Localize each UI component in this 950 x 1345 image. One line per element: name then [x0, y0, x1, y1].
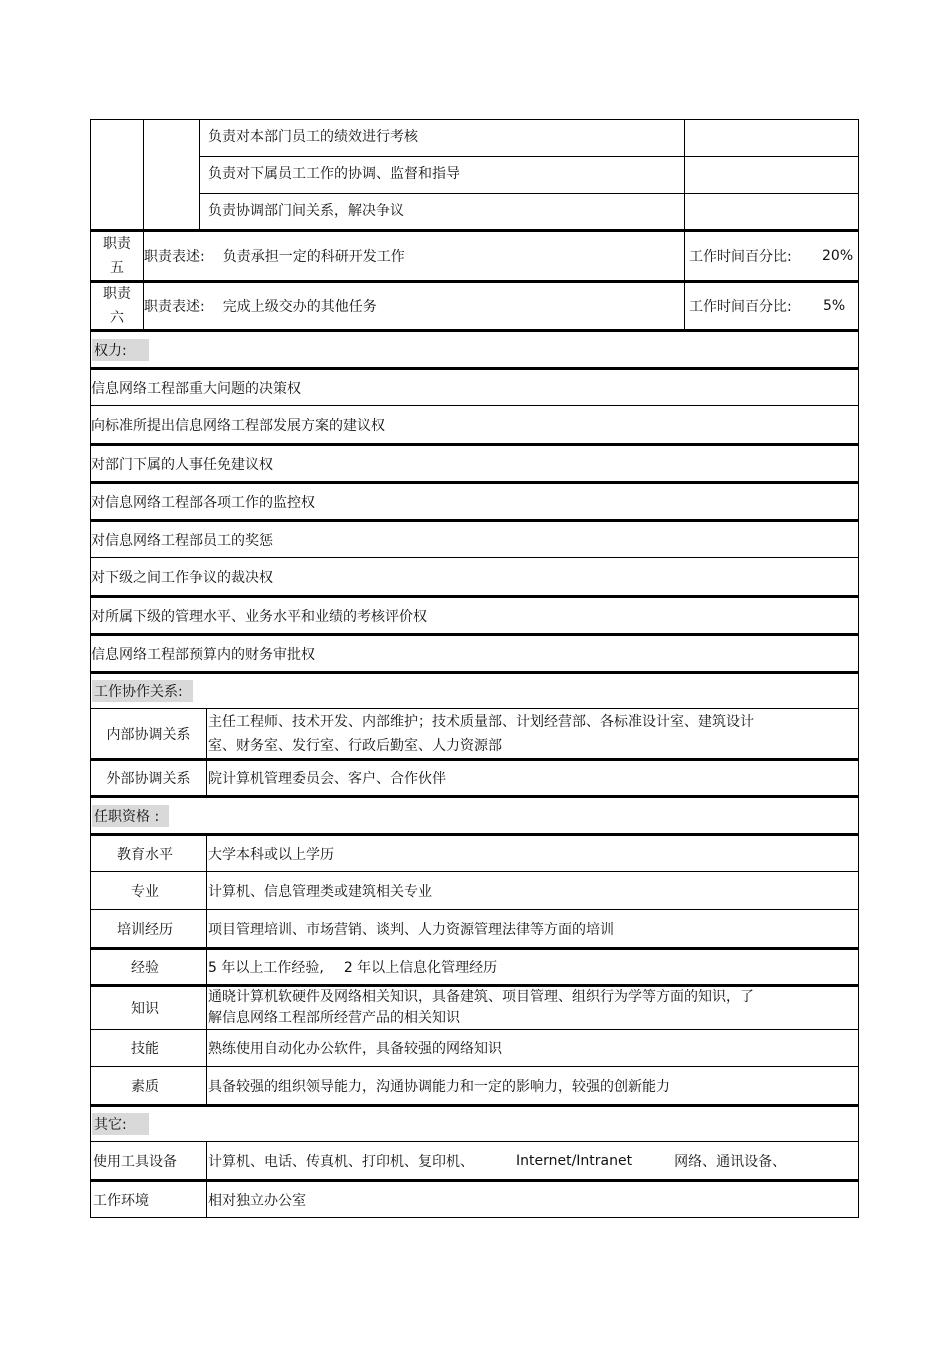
authority-item: 信息网络工程部预算内的财务审批权 [90, 634, 859, 672]
authority-header [90, 330, 859, 368]
duty-row-6 [90, 281, 859, 330]
section-title: 权力: [92, 339, 149, 361]
cooperation-header [90, 672, 859, 709]
qualification-value: 项目管理培训、市场营销、谈判、人力资源管理法律等方面的培训 [208, 921, 614, 938]
duty-pct-label: 工作时间百分比: [689, 299, 792, 315]
duty-label: 职责 六 [103, 286, 131, 326]
external-coordination-row [90, 759, 859, 796]
environment-value: 相对独立办公室 [208, 1192, 306, 1209]
external-value: 院计算机管理委员会、客户、合作伙伴 [208, 771, 446, 787]
duty-item: 负责协调部门间关系，解决争议 [208, 203, 404, 219]
qualifications-header [90, 796, 859, 834]
qualification-row [90, 1067, 859, 1105]
internal-label: 内部协调关系 [106, 726, 191, 743]
section-title: 工作协作关系: [92, 680, 193, 702]
qualification-row [90, 948, 859, 985]
qualification-row [90, 834, 859, 872]
internal-value: 主任工程师、技术开发、内部维护；技术质量部、计划经营部、各标准设计室、建筑设计 室、财务室、发行室、行政后勤室、人力资源部 [208, 713, 754, 754]
section-title: 其它: [92, 1113, 149, 1135]
section-title: 任职资格 : [92, 805, 169, 827]
tools-label: 使用工具设备 [93, 1153, 177, 1170]
duty-item: 负责对本部门员工的绩效进行考核 [208, 128, 418, 145]
authority-item: 对信息网络工程部员工的奖惩 [90, 520, 859, 558]
qualification-value: 具备较强的组织领导能力，沟通协调能力和一定的影响力，较强的创新能力 [208, 1078, 670, 1095]
environment-row [90, 1180, 859, 1218]
duty-item: 负责对下属员工工作的协调、监督和指导 [208, 166, 460, 182]
duty-pct: 20% [822, 248, 854, 264]
qualification-row [90, 872, 859, 910]
authority-item: 对信息网络工程部各项工作的监控权 [90, 482, 859, 520]
qualification-value: 大学本科或以上学历 [208, 846, 334, 863]
qualification-label: 技能 [131, 1041, 159, 1057]
authority-item: 对下级之间工作争议的裁决权 [90, 558, 859, 596]
qualification-value: 5 年以上工作经验, 2 年以上信息化管理经历 [208, 960, 498, 976]
other-header [90, 1105, 859, 1142]
qualification-row [90, 910, 859, 948]
qualification-value: 计算机、信息管理类或建筑相关专业 [208, 883, 432, 900]
duty-desc: 职责表述: 负责承担一定的科研开发工作 [144, 249, 405, 265]
authority-item: 对所属下级的管理水平、业务水平和业绩的考核评价权 [90, 596, 859, 634]
qualification-label: 经验 [131, 960, 159, 976]
duty-pct: 5% [823, 298, 846, 314]
job-description-table [90, 119, 859, 1218]
qualification-label: 培训经历 [117, 921, 173, 938]
qualification-row [90, 985, 859, 1030]
tools-row [90, 1142, 859, 1180]
duty-label: 职责 五 [103, 236, 131, 276]
qualification-value: 通晓计算机软硬件及网络相关知识，具备建筑、项目管理、组织行为学等方面的知识，了 解信息网络工程部所经营产品的相关知识 [208, 989, 754, 1026]
qualification-label: 专业 [131, 883, 159, 900]
duty-continuation-block [90, 119, 859, 230]
duty-desc: 职责表述: 完成上级交办的其他任务 [144, 299, 377, 315]
authority-item: 信息网络工程部重大问题的决策权 [90, 368, 859, 406]
tools-value: 计算机、电话、传真机、打印机、复印机、 Internet/Intranet 网络、通讯设备、 [208, 1152, 787, 1170]
internal-coordination-row [90, 709, 859, 759]
authority-item: 向标准所提出信息网络工程部发展方案的建议权 [90, 406, 859, 444]
environment-label: 工作环境 [93, 1192, 149, 1209]
qualification-label: 教育水平 [117, 846, 173, 863]
qualification-label: 素质 [131, 1078, 159, 1095]
qualification-label: 知识 [131, 1001, 159, 1017]
qualification-value: 熟练使用自动化办公软件，具备较强的网络知识 [208, 1041, 502, 1057]
qualification-row [90, 1030, 859, 1067]
external-label: 外部协调关系 [106, 771, 191, 787]
duty-pct-label: 工作时间百分比: [689, 249, 792, 265]
authority-item: 对部门下属的人事任免建议权 [90, 444, 859, 482]
duty-row-5 [90, 230, 859, 281]
